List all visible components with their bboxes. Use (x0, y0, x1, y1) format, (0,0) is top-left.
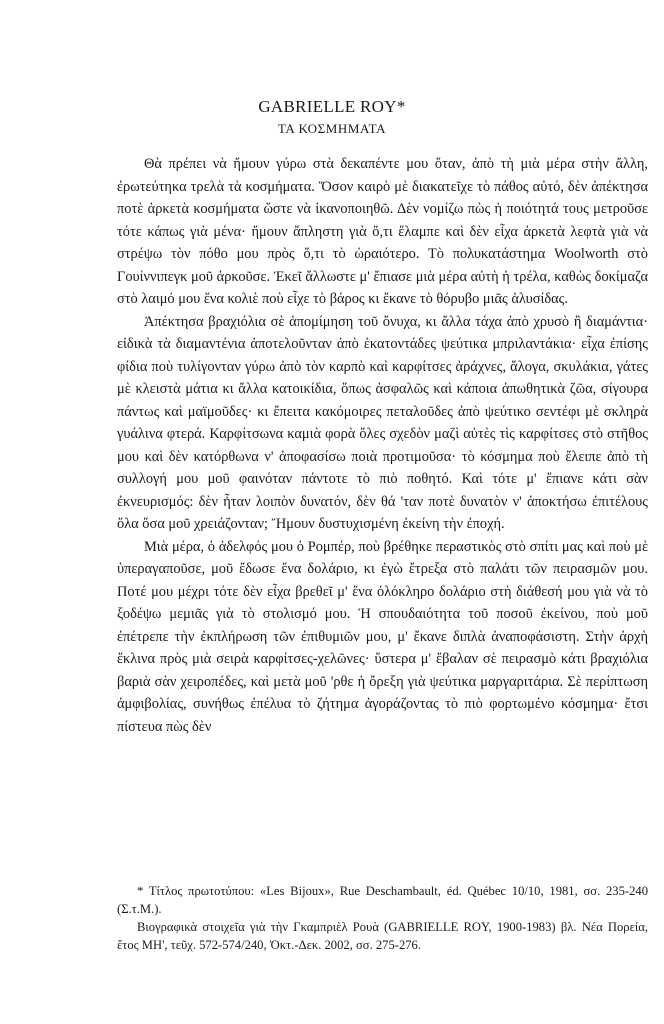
author-name: GABRIELLE ROY* (258, 97, 406, 116)
footnote-biography: Βιογραφικὰ στοιχεῖα γιὰ τὴν Γκαμπριὲλ Ρουὰ (GABRIELLE ROY, 1900-1983) βλ. Νέα Πορεία, ἔτος ΜΗ', τεῦχ. 572-574/240, Ὀκτ.-Δεκ. 2002, σσ. 275-276. (117, 920, 648, 952)
paragraph: Θὰ πρέπει νὰ ἤμουν γύρω στὰ δεκαπέντε μου ὅταν, ἀπὸ τὴ μιὰ μέρα στὴν ἄλλη, ἐρωτεύτηκα τρελὰ τὰ κοσμήματα. Ὅσον καιρὸ μὲ διακατεῖχε τὸ πάθος αὐτό, δὲν ἀπέκτησα ποτὲ ἀρκετὰ κοσμήματα ὥστε νὰ ἱκανοποιηθῶ. Δὲν νομίζω πὼς ἡ ποιότητά τους μετροῦσε τότε κάπως γιὰ μένα· ἤμουν ἄπληστη γιὰ ὅ,τι ἔλαμπε καὶ δὲν εἶχα ἀρκετὰ λεφτὰ γιὰ νὰ στρέψω τὸν πόθο μου πρὸς ὅ,τι τὸ ὡραιότερο. Τὸ πολυκατάστημα Woolworth στὸ Γουίννιπεγκ μοῦ ἀρκοῦσε. Ἐκεῖ ἄλλωστε μ' ἔπιασε μιὰ μέρα αὐτὴ ἡ τρέλα, καθὼς δοκίμαζα στὸ λαιμό μου ἕνα κολιὲ ποὺ εἶχε τὸ βάρος κι ἔκανε τὸ θόρυβο μιᾶς ἁλυσίδας. (117, 156, 648, 307)
footnote-source: * Τίτλος πρωτοτύπου: «Les Bijoux», Rue Deschambault, éd. Québec 10/10, 1981, σσ. 235-240 (Σ.τ.Μ.). (117, 884, 648, 916)
article-body (117, 153, 648, 738)
footnotes (117, 882, 648, 954)
paragraph: Μιὰ μέρα, ὁ ἀδελφός μου ὁ Ρομπέρ, ποὺ βρέθηκε περαστικὸς στὸ σπίτι μας καὶ ποὺ μὲ ὑπεραγαποῦσε, μοῦ ἔδωσε ἕνα δολάριο, κι ἐγὼ ἔτρεξα στὸ παλάτι τῶν πειρασμῶν μου. Ποτέ μου μέχρι τότε δὲν εἶχα βρεθεῖ μ' ἕνα ὁλόκληρο δολάριο στὴ διάθεσή μου γιὰ νὰ τὸ ξοδέψω μεμιᾶς γιὰ τὸ στολισμό μου. Ἡ σπουδαιότητα τοῦ ποσοῦ ἐκείνου, ποὺ μοῦ ἐπέτρεπε τὴν ἐκπλήρωση τῶν ἐπιθυμιῶν μου, μ' ἔκανε διπλὰ ἀναποφάσιστη. Στὴν ἀρχὴ ἔκλινα πρὸς μιὰ σειρὰ καρφίτσες-χελῶνες· ὕστερα μ' ἔβαλαν σὲ πειρασμὸ κάτι βραχιόλια βαριὰ σὰν χειροπέδες, καὶ μετὰ μοῦ 'ρθε ἡ ὄρεξη γιὰ ψεύτικα μαργαριτάρια. Σὲ περίπτωση ἀμφιβολίας, συνήθως ἐπέλυα τὸ ζήτημα ἀγοράζοντας τὸ πιὸ φορτωμένο κόσμημα· ἔτσι πίστευα πὼς δὲν (117, 538, 648, 735)
article-title: ΤΑ ΚΟΣΜΗΜΑΤΑ (277, 121, 387, 136)
article-header (0, 96, 664, 138)
paragraph: Ἀπέκτησα βραχιόλια σὲ ἀπομίμηση τοῦ ὄνυχα, κι ἄλλα τάχα ἀπὸ χρυσὸ ἢ διαμάντια· εἰδικὰ τὰ διαμαντένια ἀποτελοῦνταν ἀπὸ ἑκατοντάδες ψεύτικα μπριλαντάκια· εἶχα ἐπίσης φίδια ποὺ τυλίγονταν γύρω ἀπὸ τὸν καρπὸ καὶ καρφίτσες ἀράχνες, ἄλογα, σκυλάκια, γάτες μὲ κλειστὰ μάτια κι ἄλλα κατοικίδια, ὅπως ἀσφαλῶς καὶ κάποια ἀπωθητικὰ ζῶα, σίγουρα πάντως καὶ μαϊμοῦδες· κι ἔπειτα κακόμοιρες πεταλοῦδες ἀπὸ ψεύτικο σεντέφι μὲ σκληρὰ γυάλινα φτερά. Καρφίτσωνα καμιὰ φορὰ ὅλες σχεδὸν μαζὶ αὐτὲς τὶς καρφίτσες στὸ στῆθος μου καὶ δὲν κατόρθωνα ν' ἀποφασίσω ποιὰ προτιμοῦσα· τὸ κόσμημα ποὺ ἔλειπε ἀπὸ τὴ συλλογή μου μοῦ φαινόταν πάντοτε τὸ πιὸ ποθητό. Καὶ τότε μ' ἔπιανε κάτι σὰν ἐκνευρισμός: δὲν ἦταν λοιπὸν δυνατόν, δὲν θά 'ταν ποτὲ δυνατὸν ν' ἀποκτήσω ἐπιτέλους ὅλα ὅσα μοῦ χρειάζονταν; Ἤμουν δυστυχισμένη ἐκείνη τὴν ἐποχή. (117, 313, 648, 532)
